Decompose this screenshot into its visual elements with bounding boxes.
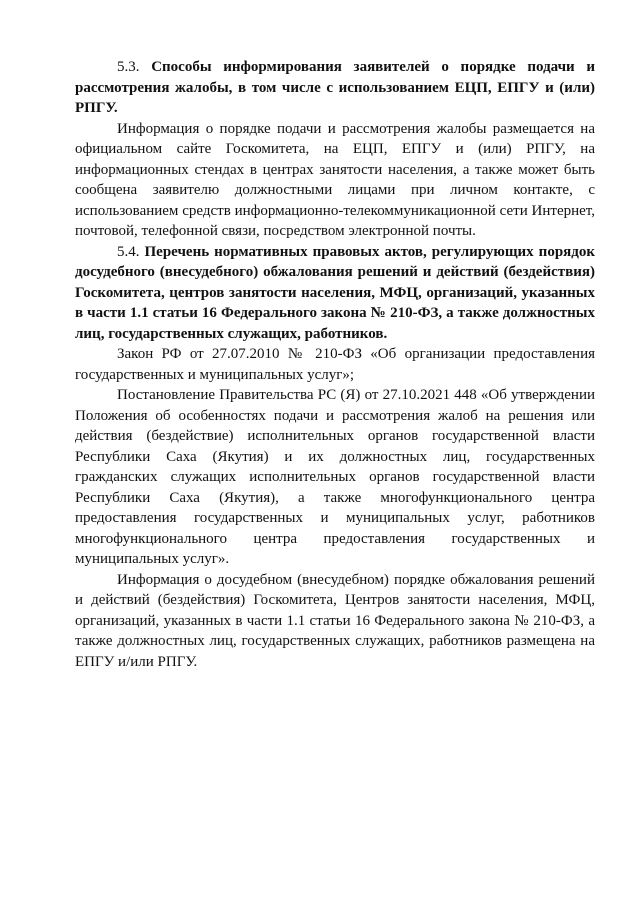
section-5-3-title: Способы информирования заявителей о порядке подачи и рассмотрения жалобы, в том числе с использованием ЕЦП, ЕПГУ и (или) РПГУ. [75,59,596,116]
appeal-info-paragraph: Информация о досудебном (внесудебном) порядке обжалования решений и действий (бездействия) Госкомитета, Центров занятости населения, МФЦ, организаций, указанных в части 1.1 статьи 16 Федерального закона № 210-ФЗ, а также должностных лиц, государственных служащих, работников размещена на ЕПГУ и/или РПГУ. [75,571,595,670]
section-5-3-heading [75,57,595,119]
section-5-4-heading [75,242,595,345]
section-5-4-number: 5.4. [117,243,140,260]
government-decree-reference: Постановление Правительства РС (Я) от 27.10.2021 448 «Об утверждении Положения об особенностях подачи и рассмотрения жалоб на решения или действия (бездействие) исполнительных органов государственной власти Республики Саха (Якутия) и их должностных лиц, государственных гражданских служащих исполнительных органов государственной власти Республики Саха (Якутия), а также многофункционального центра предоставления государственных и муниципальных услуг, работников многофункционального центра предоставления государственных и муниципальных услуг». [75,387,595,567]
section-5-3-number: 5.3. [117,59,140,75]
document-page [75,57,595,672]
federal-law-reference: Закон РФ от 27.07.2010 № 210-ФЗ «Об организации предоставления государственных и муниципальных услуг»; [75,346,595,383]
section-5-3-body: Информация о порядке подачи и рассмотрения жалобы размещается на официальном сайте Госкомитета, на ЕЦП, ЕПГУ и (или) РПГУ, на информационных стендах в центрах занятости населения, а также может быть сообщена заявителю должностными лицами при личном контакте, с использованием средств информационно-телекоммуникационной сети Интернет, почтовой, телефонной связи, посредством электронной почты. [75,120,595,239]
section-5-4-title: Перечень нормативных правовых актов, регулирующих порядок досудебного (внесудебного) обжалования решений и действий (бездействия) Госкомитета, центров занятости населения, МФЦ, организаций, указанных в части 1.1 статьи 16 Федерального закона № 210-ФЗ, а также должностных лиц, государственных служащих, работников. [75,243,596,342]
